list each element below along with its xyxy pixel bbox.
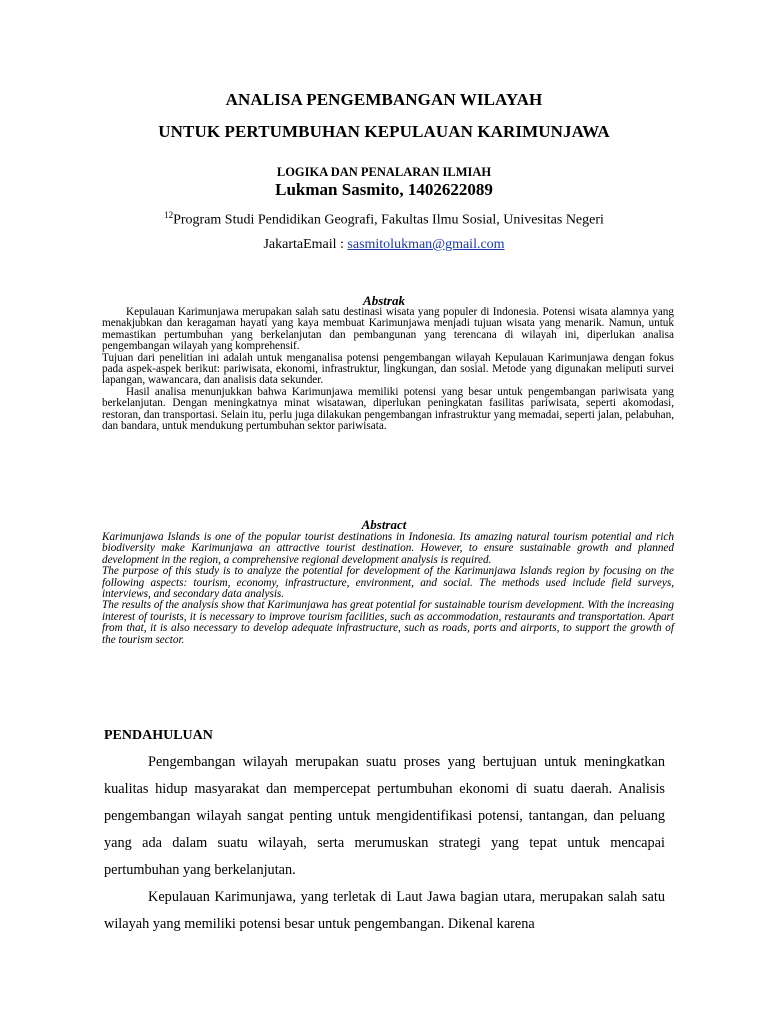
pendahuluan-body-continued	[104, 884, 665, 938]
abstract-paragraph: The results of the analysis show that Karimunjawa has great potential for sustainable tourism development. With the increasing interest of tourists, it is necessary to improve tourism facilities, such as accommodation, restaurants and transportation. Apart from that, it is also necessary to develop adequate infrastructure, such as roads, ports and airports, to support the growth of the tourism sector.	[102, 599, 674, 646]
abstrak-paragraph: Kepulauan Karimunjawa merupakan salah satu destinasi wisata yang populer di Indonesia. Potensi wisata alamnya yang menakjubkan dan keragaman hayati yang kaya membuat Karimunjawa menjadi tujuan wisata yang menarik. Namun, untuk memastikan pertumbuhan yang berkelanjutan dan pembangunan yang terencana di wilayah ini, diperlukan analisa pengembangan wilayah yang komprehensif.	[102, 306, 674, 353]
abstract-heading: Abstract	[361, 517, 407, 532]
email-prefix: JakartaEmail :	[263, 237, 348, 252]
affiliation-text: Program Studi Pendidikan Geografi, Fakultas Ilmu Sosial, Univesitas Negeri	[173, 212, 604, 228]
email-link[interactable]: sasmitolukman@gmail.com	[347, 237, 505, 252]
paper-title-line2: UNTUK PERTUMBUHAN KEPULAUAN KARIMUNJAWA	[158, 122, 610, 141]
pendahuluan-body	[104, 749, 665, 884]
course-name: LOGIKA DAN PENALARAN ILMIAH	[276, 165, 492, 179]
abstract-body	[102, 532, 674, 646]
abstract-paragraph: The purpose of this study is to analyze the potential for development of the Karimunjawa Islands region by focusing on the following aspects: tourism, economy, infrastructure, environment, and social. The methods used include field surveys, interviews, and secondary data analysis.	[102, 565, 674, 601]
email-line	[0, 237, 768, 253]
section-heading-pendahuluan: PENDAHULUAN	[104, 728, 213, 743]
abstract-paragraph: Karimunjawa Islands is one of the popular tourist destinations in Indonesia. Its amazing natural tourism potential and rich biodiversity make Karimunjawa an attractive tourist destination. However, to ensure sustainable growth and planned development in the region, a comprehensive regional development analysis is required.	[102, 531, 674, 566]
abstrak-body	[102, 307, 674, 432]
body-paragraph: Pengembangan wilayah merupakan suatu proses yang bertujuan untuk meningkatkan kualitas hidup masyarakat dan mempercepat pertumbuhan ekonomi di suatu daerah. Analisis pengembangan wilayah sangat penting untuk mengidentifikasi potensi, tantangan, dan peluang yang ada dalam suatu wilayah, serta merumuskan strategi yang tepat untuk mencapai pertumbuhan yang berkelanjutan.	[104, 754, 665, 878]
body-paragraph: Kepulauan Karimunjawa, yang terletak di Laut Jawa bagian utara, merupakan salah satu wilayah yang memiliki potensi besar untuk pengembangan. Dikenal karena	[104, 889, 665, 932]
author-name: Lukman Sasmito, 1402622089	[275, 180, 493, 199]
affiliation-superscript: 12	[164, 210, 174, 220]
abstrak-paragraph: Hasil analisa menunjukkan bahwa Karimunjawa memiliki potensi yang besar untuk pengembangan pariwisata yang berkelanjutan. Dengan meningkatnya minat wisatawan, diperlukan peningkatan fasilitas pariwisata, seperti akomodasi, restoran, dan transportasi. Selain itu, perlu juga dilakukan pengembangan infrastruktur yang memadai, seperti jalan, pelabuhan, dan bandara, untuk mendukung pertumbuhan sektor pariwisata.	[102, 385, 674, 433]
abstrak-heading: Abstrak	[363, 293, 405, 308]
affiliation	[0, 210, 768, 229]
abstrak-paragraph: Tujuan dari penelitian ini adalah untuk menganalisa potensi pengembangan wilayah Kepulauan Karimunjawa dengan fokus pada aspek-aspek berikut: pariwisata, ekonomi, infrastruktur, lingkungan, dan sosial. Metode yang digunakan meliputi survei lapangan, wawancara, dan analisis data sekunder.	[102, 351, 674, 387]
paper-title-line1: ANALISA PENGEMBANGAN WILAYAH	[225, 90, 543, 109]
